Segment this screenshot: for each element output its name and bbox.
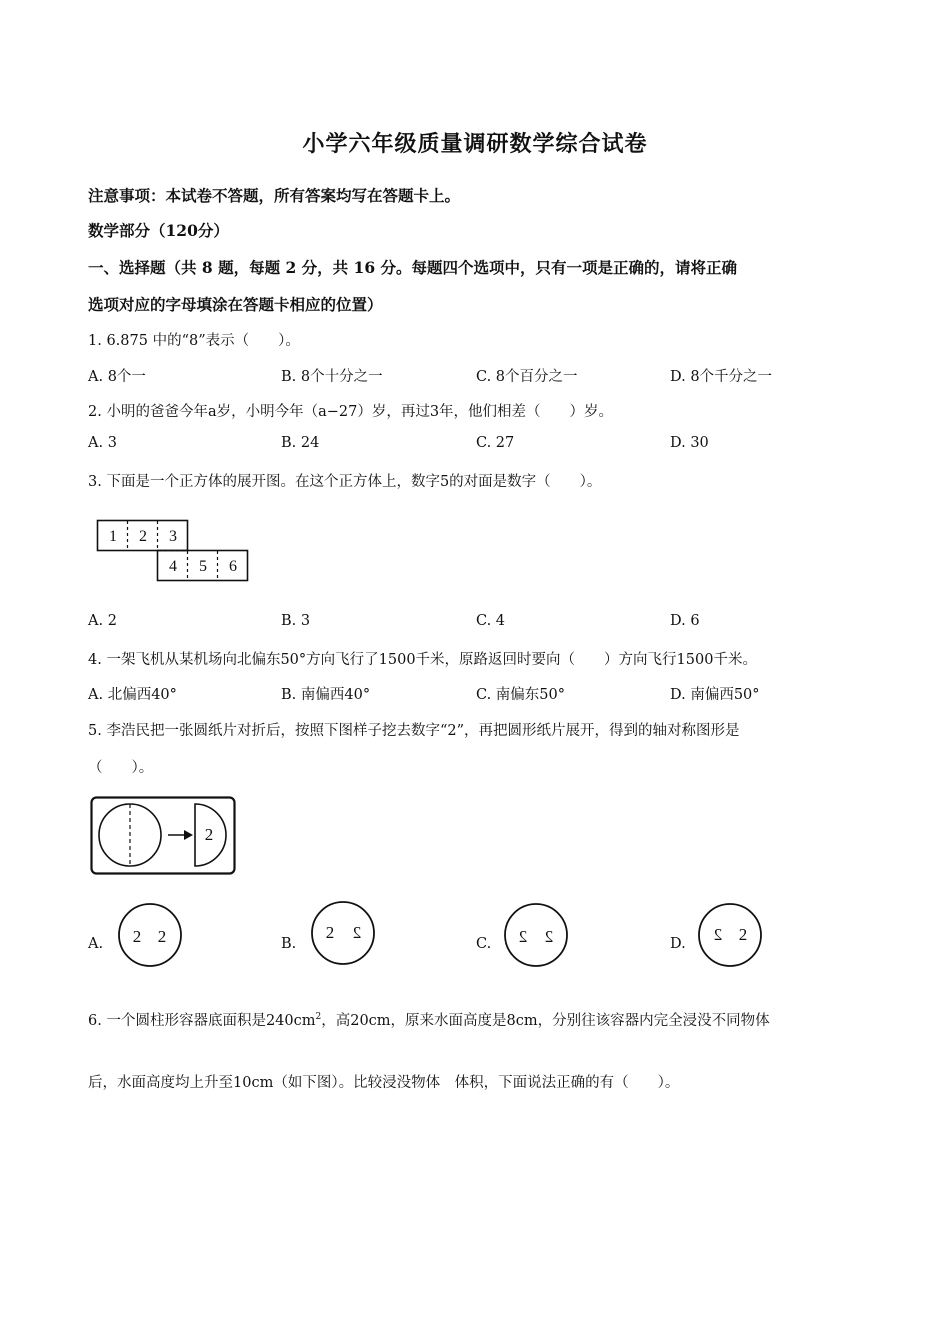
- option-a-digit-right: 2: [157, 927, 167, 946]
- question-6-stem: [88, 1009, 770, 1030]
- arrow-right-icon: [184, 830, 193, 840]
- option-c-digit-left-mirrored: 2: [518, 927, 528, 946]
- question-5-option-d: D.: [670, 936, 686, 952]
- option-b-circle: [310, 900, 376, 966]
- question-4-option-b: B. 南偏西40°: [281, 687, 371, 703]
- net-digit-1: 1: [109, 528, 117, 545]
- net-digit-6: 6: [229, 558, 237, 575]
- question-2-option-c: C. 27: [476, 435, 515, 451]
- net-digit-2: 2: [139, 528, 147, 545]
- section-part: 数学部分（120分）: [88, 221, 229, 240]
- question-3-option-c: C. 4: [476, 613, 506, 629]
- question-4-option-a: A. 北偏西40°: [88, 687, 177, 703]
- option-d-digit-right: 2: [738, 925, 748, 944]
- question-5-stem: 5. 李浩民把一张圆纸片对折后，按照下图样子挖去数字“2”，再把圆形纸片展开，得到的轴对称图形是: [88, 723, 740, 739]
- option-a-digit-left: 2: [132, 927, 142, 946]
- question-5-option-c: C.: [476, 936, 492, 952]
- question-6-stem-cont: 后，水面高度均上升至10cm（如下图）。比较浸没物体 体积，下面说法正确的有（ ）。: [88, 1075, 680, 1091]
- question-4-option-d: D. 南偏西50°: [670, 687, 760, 703]
- option-c-circle: [503, 902, 569, 968]
- cube-net-figure: [96, 519, 251, 585]
- question-3-stem: 3. 下面是一个正方体的展开图。在这个正方体上，数字5的对面是数字（ ）。: [88, 474, 602, 490]
- option-b-digit-right-mirrored: 2: [352, 923, 362, 942]
- cut-digit: 2: [204, 825, 214, 844]
- net-digit-4: 4: [169, 558, 177, 575]
- question-3-option-a: A. 2: [88, 613, 117, 629]
- option-a-outline: [119, 904, 181, 966]
- option-c-outline: [505, 904, 567, 966]
- question-2-option-a: A. 3: [88, 435, 117, 451]
- option-d-outline: [699, 904, 761, 966]
- net-digit-3: 3: [169, 528, 177, 545]
- question-4-stem: 4. 一架飞机从某机场向北偏东50°方向飞行了1500千米，原路返回时要向（ ）方向飞行1500千米。: [88, 652, 757, 668]
- option-a-circle: [117, 902, 183, 968]
- fold-cut-figure: [90, 796, 238, 876]
- option-d-digit-left-mirrored: 2: [713, 925, 723, 944]
- page-title: 小学六年级质量调研数学综合试卷: [302, 131, 648, 157]
- question-1-option-b: B. 8个十分之一: [281, 369, 383, 385]
- question-2-stem: 2. 小明的爸爸今年a岁，小明今年（a−27）岁，再过3年，他们相差（ ）岁。: [88, 404, 614, 420]
- question-2-option-b: B. 24: [281, 435, 320, 451]
- question-2-option-d: D. 30: [670, 435, 709, 451]
- section-one-heading-cont: 选项对应的字母填涂在答题卡相应的位置）: [88, 295, 383, 314]
- question-5-stem-cont: （ ）。: [88, 760, 154, 776]
- notice: 注意事项：本试卷不答题，所有答案均写在答题卡上。: [88, 186, 461, 205]
- question-6-stem-part2: ，高20cm，原来水面高度是8cm，分别往该容器内完全浸没不同物体: [321, 1013, 770, 1029]
- net-digit-5: 5: [199, 558, 207, 575]
- question-1-option-c: C. 8个百分之一: [476, 369, 578, 385]
- question-1-option-d: D. 8个千分之一: [670, 369, 773, 385]
- option-c-digit-right-mirrored: 2: [544, 927, 554, 946]
- question-5-option-a: A.: [88, 936, 104, 952]
- squared-superscript: 2: [315, 1012, 322, 1023]
- option-d-circle: [697, 902, 763, 968]
- section-one-heading: 一、选择题（共 8 题，每题 2 分，共 16 分。每题四个选项中，只有一项是正确的，请将正确: [88, 258, 738, 277]
- question-4-option-c: C. 南偏东50°: [476, 687, 565, 703]
- question-5-option-b: B.: [281, 936, 297, 952]
- question-3-option-d: D. 6: [670, 613, 700, 629]
- option-b-digit-left: 2: [325, 923, 335, 942]
- question-6-stem-part1: 6. 一个圆柱形容器底面积是240cm: [88, 1013, 316, 1029]
- question-1-option-a: A. 8个一: [88, 369, 146, 385]
- question-3-option-b: B. 3: [281, 613, 311, 629]
- option-b-outline: [312, 902, 374, 964]
- question-1-stem: 1. 6.875 中的“8”表示（ ）。: [88, 333, 300, 349]
